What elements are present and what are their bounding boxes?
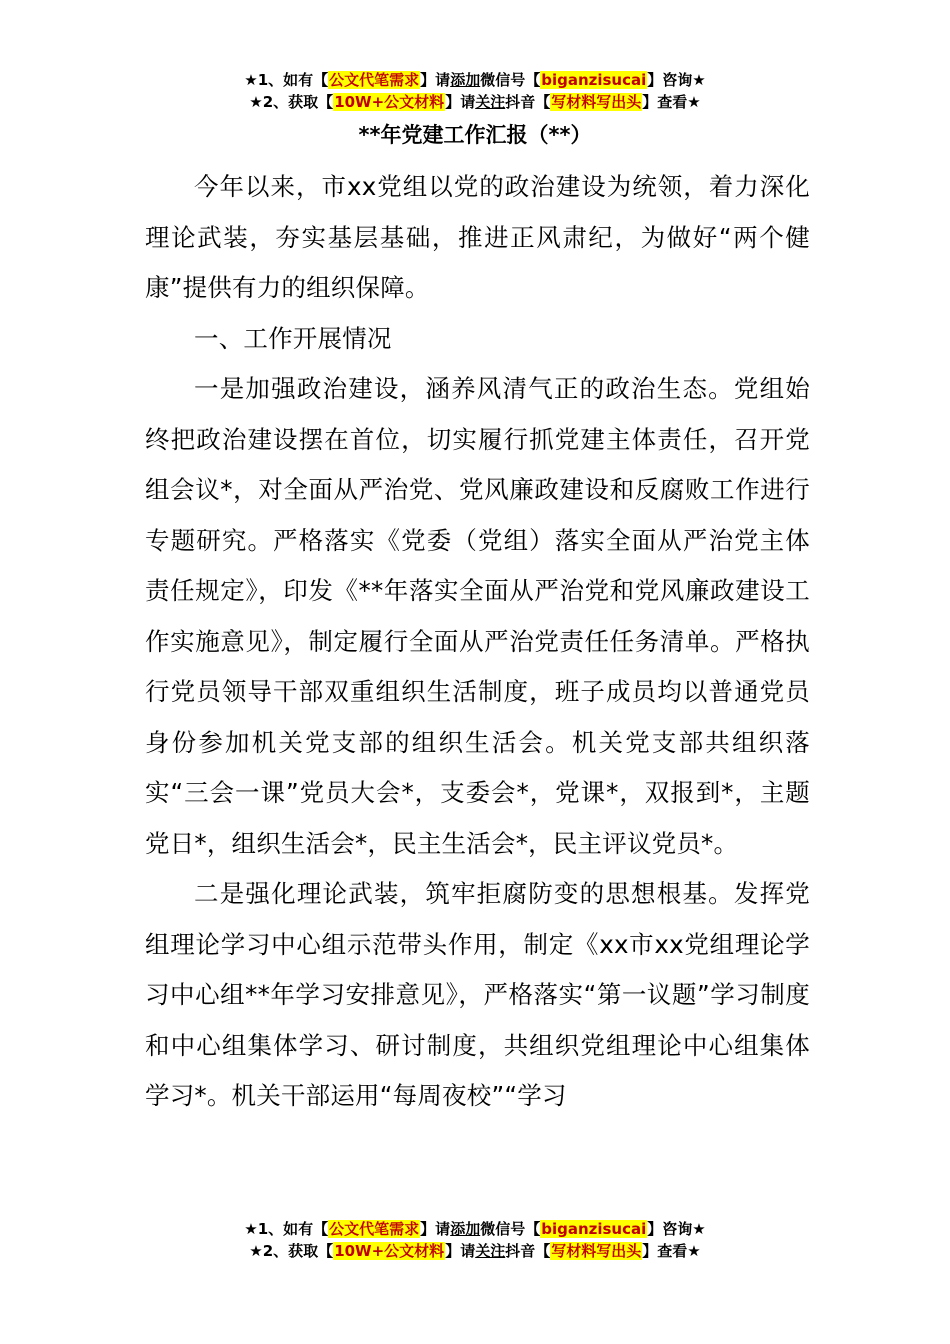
promo-text: 】咨询★ <box>647 1220 706 1238</box>
promo-underlined: 添加 <box>450 71 481 89</box>
promo-text: 微信号【 <box>480 1220 541 1238</box>
promo-text: 】请 <box>420 71 451 89</box>
promo-wechat-id: biganzisucai <box>541 71 647 89</box>
promo-underlined: 添加 <box>450 1220 481 1238</box>
promo-text: 抖音【 <box>505 1242 551 1260</box>
promo-highlight: 10W+公文材料 <box>334 93 445 111</box>
body-paragraph: 一是加强政治建设，涵养风清气正的政治生态。党组始终把政治建设摆在首位，切实履行抓党建主体责任，召开党组会议*，对全面从严治党、党风廉政建设和反腐败工作进行专题研究。严格落实《党委（党组）落实全面从严治党主体责任规定》，印发《**年落实全面从严治党和党风廉政建设工作实施意见》，制定履行全面从严治党责任任务清单。严格执行党员领导干部双重组织生活制度，班子成员均以普通党员身份参加机关党支部的组织生活会。机关党支部共组织落实“三会一课”党员大会*，支委会*，党课*，双报到*，主题党日*，组织生活会*，民主生活会*，民主评议党员*。 <box>145 374 810 858</box>
promo-douyin-id: 写材料写出头 <box>551 1242 642 1260</box>
document-body <box>145 162 810 1122</box>
promo-text: ★1、如有【 <box>244 1220 329 1238</box>
promo-line-1 <box>0 69 950 91</box>
promo-text: 】查看★ <box>642 93 701 111</box>
promo-douyin-id: 写材料写出头 <box>551 93 642 111</box>
promo-text: ★2、获取【 <box>249 93 334 111</box>
promo-text: ★2、获取【 <box>249 1242 334 1260</box>
top-promo-banner <box>0 69 950 113</box>
document-title: **年党建工作汇报（**） <box>358 123 592 147</box>
promo-underlined: 关注 <box>475 1242 506 1260</box>
promo-text: 抖音【 <box>505 93 551 111</box>
section-heading: 一、工作开展情况 <box>194 323 392 353</box>
promo-text: 】咨询★ <box>647 71 706 89</box>
promo-highlight: 公文代笔需求 <box>329 1220 420 1238</box>
bottom-promo-banner <box>0 1218 950 1262</box>
promo-text: 】请 <box>445 93 476 111</box>
promo-underlined: 关注 <box>475 93 506 111</box>
promo-text: 微信号【 <box>480 71 541 89</box>
promo-text: 】请 <box>445 1242 476 1260</box>
promo-line-1 <box>0 1218 950 1240</box>
promo-wechat-id: biganzisucai <box>541 1220 647 1238</box>
promo-highlight: 10W+公文材料 <box>334 1242 445 1260</box>
promo-line-2 <box>0 1240 950 1262</box>
promo-line-2 <box>0 91 950 113</box>
promo-highlight: 公文代笔需求 <box>329 71 420 89</box>
promo-text: 】查看★ <box>642 1242 701 1260</box>
promo-text: 】请 <box>420 1220 451 1238</box>
body-paragraph: 二是强化理论武装，筑牢拒腐防变的思想根基。发挥党组理论学习中心组示范带头作用，制定《xx市xx党组理论学习中心组**年学习安排意见》，严格落实“第一议题”学习制度和中心组集体学习、研讨制度，共组织党组理论中心组集体学习*。机关干部运用“每周夜校”“学习 <box>145 879 810 1110</box>
intro-paragraph: 今年以来，市xx党组以党的政治建设为统领，着力深化理论武装，夯实基层基础，推进正风肃纪，为做好“两个健康”提供有力的组织保障。 <box>145 172 810 302</box>
promo-text: ★1、如有【 <box>244 71 329 89</box>
